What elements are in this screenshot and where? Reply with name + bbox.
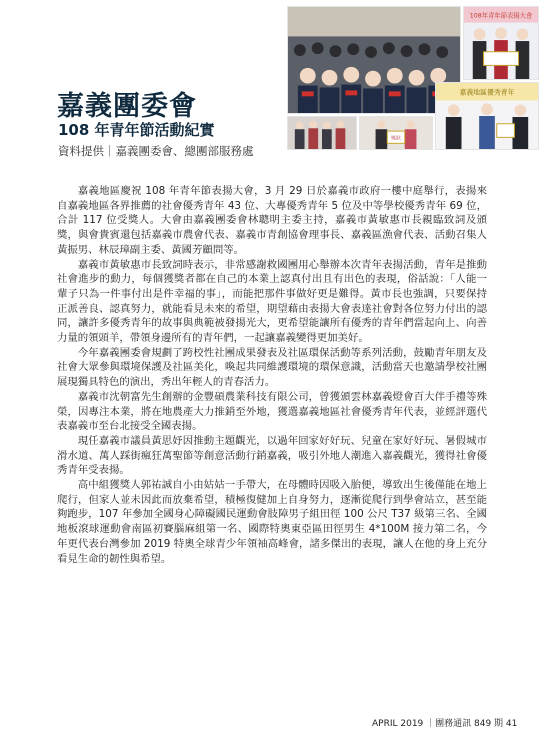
article-paragraph: 高中組獲獎人郭祐誠自小由姑姑一手帶大，在母體時因吸入胎便，導致出生後僅能在地上爬行，但家人並未因此而放棄希望，積極復健加上自身努力，逐漸從爬行到學會站立，甚至能夠跑步，107 年參加全國身心障礙國民運動會肢障男子組田徑 100 公尺 T37 級第三名、全國地板滾球運動會南區初賽腦麻組第一名、國際特奧東亞區田徑男生 4*100M 接力第二名，今年更代表台灣參加 2019 特奧全球青少年領袖高峰會，諸多傑出的表現，讓人在他的身上充分看見生命的韌性與希望。 xyxy=(57,479,487,565)
article-paragraph: 嘉義市黃敏惠市長致詞時表示，非常感謝救國團用心舉辦本次青年表揚活動，青年是推動社會進步的動力，每個獲獎者都在自己的本業上認真付出且有出色的表現，俗話說：「人能一輩子只為一件事付出是件幸福的事」，而能把那件事做好更是難得。黃市長也強調，只要保持正派善良、認真努力，就能看見未來的希望，期望藉由表揚大會表達社會對各位努力付出的認同，讓許多優秀青年的故事與典範被發揚光大，更希望能讓所有優秀的青年們當起向上、向善力量的領頭羊，帶領身邊所有的青年們，一起讓嘉義變得更加美好。 xyxy=(57,258,487,345)
article-paragraph: 現任嘉義市議員黃思妤因推動主題觀光，以過年回家好好玩、兒童在家好好玩、暑假城市滑水道、萬人踩街瘋狂萬聖節等創意活動行銷嘉義，吸引外地人潮進入嘉義觀光，獲得社會優秀青年受表揚。 xyxy=(57,434,487,477)
article-paragraph: 今年嘉義團委會規劃了跨校性社團成果發表及社區環保活動等系列活動，鼓勵青年朋友及社會大眾參與環境保護及社區美化，喚起共同維護環境的環保意識，活動當天也邀請學校社團展現獨具特色的演出，秀出年輕人的青春活力。 xyxy=(57,346,487,389)
article-title: 嘉義團委會 xyxy=(57,91,197,122)
certificate-caption: 獎狀 xyxy=(391,136,401,142)
award-group-illustration xyxy=(464,7,538,79)
article-source-credit: 資料提供｜嘉義團委會、總團部服務處 xyxy=(58,144,254,158)
article-subtitle: 108 年青年節活動紀實 xyxy=(58,121,215,139)
award-recipients-illustration xyxy=(436,83,538,149)
photo-certificate-duo xyxy=(359,116,433,150)
article-paragraph: 嘉義市沈朝富先生創辦的金豐碩農業科技有限公司，曾獲頒雲林嘉義燈會百大伴手禮等殊榮，因專注本業，將在地農產大力推銷至外地，獲選嘉義地區社會優秀青年代表，並經評選代表嘉義市至台北接受全國表揚。 xyxy=(57,390,487,433)
banner-caption: 108年青年節表揚大會 xyxy=(469,12,533,20)
officials-illustration xyxy=(288,117,356,149)
certificate-duo-illustration xyxy=(360,117,432,149)
photo-officials xyxy=(287,116,357,150)
photo-award-group xyxy=(463,6,539,80)
article-paragraph: 嘉義地區慶祝 108 年青年節表揚大會，3 月 29 日於嘉義市政府一樓中庭舉行，表揚來自嘉義地區各界推薦的社會優秀青年 43 位、大專優秀青年 5 位及中等學校優秀青年 69 位，合計 117 位受獎人。大會由嘉義團委會林聰明主委主持，嘉義市黃敏惠市長親臨致詞及頒獎，與會貴賓還包括嘉義市農會代表、嘉義市青創協會理事長、嘉義區漁會代表、活動召集人黃振男、林辰璋副主委、黃國芳顧問等。 xyxy=(57,185,487,256)
photo-award-recipients xyxy=(435,82,539,150)
page-footer: APRIL 2019 ｜團務通訊 849 期 41 xyxy=(372,719,518,729)
board-caption: 嘉義地區優秀青年 xyxy=(459,88,515,97)
article-body xyxy=(57,184,487,566)
